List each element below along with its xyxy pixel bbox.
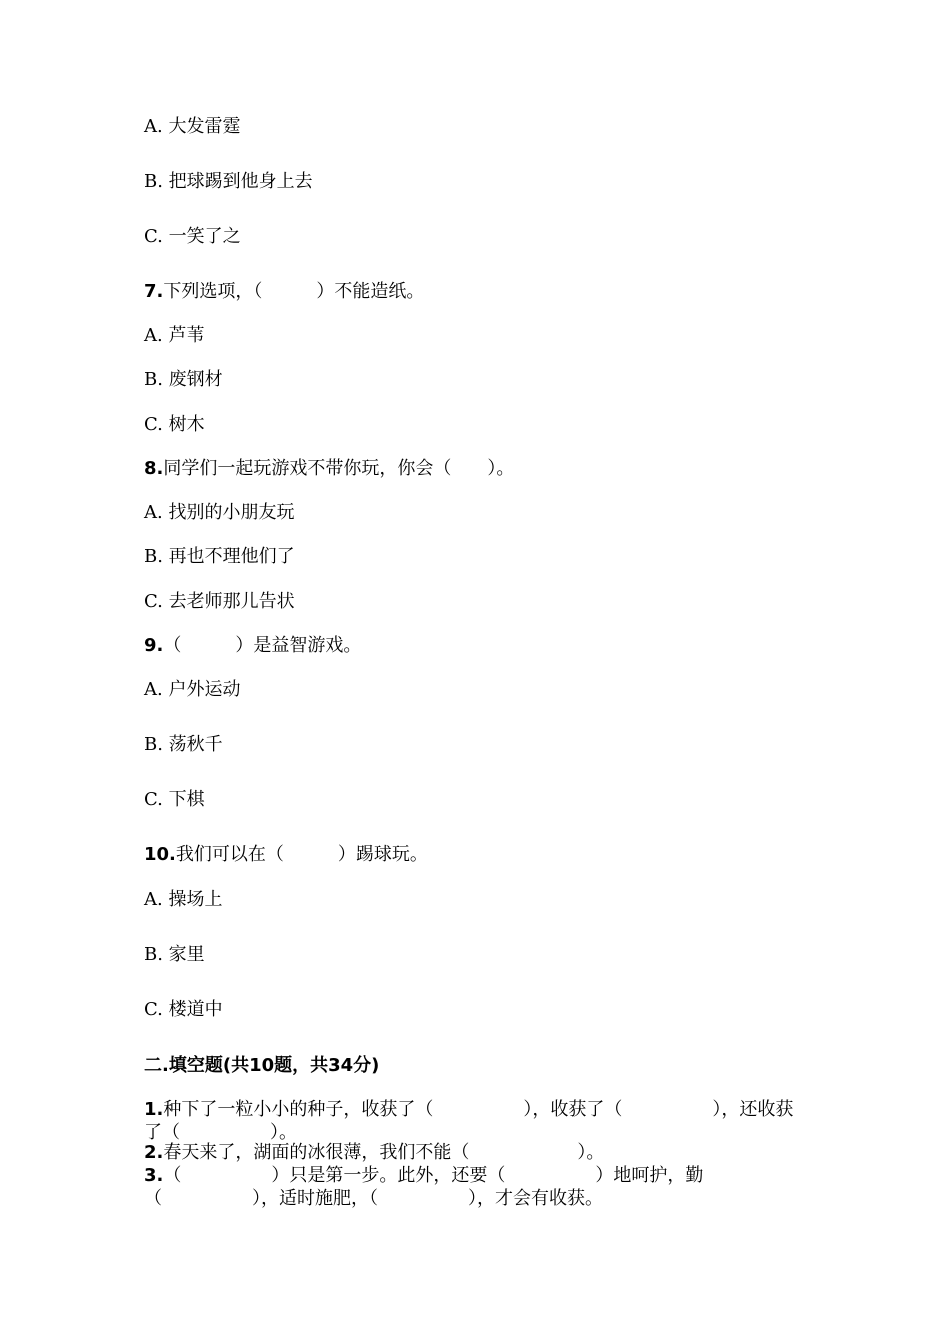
q7-option-a: A. 芦苇 xyxy=(144,325,205,346)
q10-stem-line xyxy=(144,844,428,866)
fill-question-2 xyxy=(144,1141,804,1164)
q8-stem: 同学们一起玩游戏不带你玩，你会（ ）。 xyxy=(163,458,515,479)
fill-question-3 xyxy=(144,1164,804,1210)
q9-stem: （ ）是益智游戏。 xyxy=(163,635,362,656)
q10-option-c: C. 楼道中 xyxy=(144,999,223,1020)
q10-stem: 我们可以在（ ）踢球玩。 xyxy=(175,844,428,865)
fill-2-text: 春天来了，湖面的冰很薄，我们不能（ ）。 xyxy=(163,1142,605,1163)
q6-option-c: C. 一笑了之 xyxy=(144,226,241,247)
fill-2-number: 2. xyxy=(144,1142,164,1163)
q7-option-c: C. 树木 xyxy=(144,414,205,435)
q9-number: 9. xyxy=(144,635,164,656)
q9-option-c: C. 下棋 xyxy=(144,789,205,810)
fill-question-1 xyxy=(144,1098,804,1144)
q8-stem-line xyxy=(144,458,514,480)
q7-option-b: B. 废钢材 xyxy=(144,369,223,390)
q8-option-b: B. 再也不理他们了 xyxy=(144,546,295,567)
q10-option-b: B. 家里 xyxy=(144,944,205,965)
q10-number: 10. xyxy=(144,844,176,865)
q7-stem: 下列选项，（ ）不能造纸。 xyxy=(163,281,425,302)
section-heading: 二.填空题(共10题，共34分) xyxy=(144,1055,380,1076)
q6-option-a: A. 大发雷霆 xyxy=(144,116,241,137)
fill-3-number: 3. xyxy=(144,1165,164,1186)
q8-number: 8. xyxy=(144,458,164,479)
q9-option-a: A. 户外运动 xyxy=(144,679,241,700)
fill-1-number: 1. xyxy=(144,1099,164,1120)
fill-3-text: （ ）只是第一步。此外，还要（ ）地呵护，勤（ ），适时施肥，（ ），才会有收获。 xyxy=(144,1165,704,1209)
q10-option-a: A. 操场上 xyxy=(144,889,223,910)
q8-option-c: C. 去老师那儿告状 xyxy=(144,591,295,612)
q9-option-b: B. 荡秋千 xyxy=(144,734,223,755)
q7-number: 7. xyxy=(144,281,164,302)
q8-option-a: A. 找别的小朋友玩 xyxy=(144,502,295,523)
q7-stem-line xyxy=(144,281,424,303)
q6-option-b: B. 把球踢到他身上去 xyxy=(144,171,313,192)
q9-stem-line xyxy=(144,635,361,657)
fill-1-text: 种下了一粒小小的种子，收获了（ ），收获了（ ），还收获了（ ）。 xyxy=(144,1099,794,1143)
